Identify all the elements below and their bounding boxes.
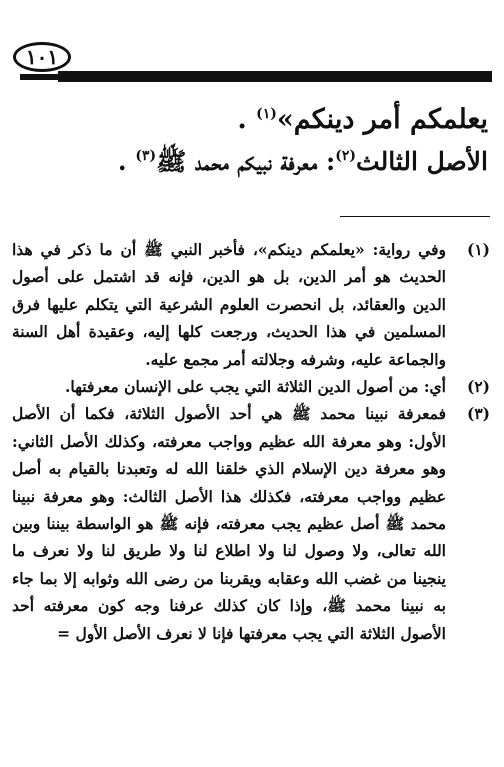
main-text bbox=[10, 96, 488, 180]
header-rule bbox=[58, 71, 492, 82]
footnote-ref-3: (٣) bbox=[135, 148, 157, 164]
footnote-number: (٢) bbox=[466, 377, 490, 397]
footnote-separator bbox=[340, 216, 490, 217]
footnote-text: فمعرفة نبينا محمد ﷺ هي أحد الأصول الثلاثة، فكما أن الأصل الأول: وهو معرفة الله عظيم وواجب معرفته، وكذلك الأصل الثاني: وهو معرفة دين الإسلام الذي خلقنا الله له وتعبدنا بالقيام به أصل عظيم وواجب معرفته، فكذلك هذا الأصل الثالث: وهو معرفة نبينا محمد ﷺ أصل عظيم يجب معرفته، فإنه ﷺ هو الواسطة بيننا وبين الله تعالى، ولا وصول لنا ولا اطلاع لنا ولا طريق لنا ولا نعرف ما ينجينا من غضب الله وعقابه ويقربنا من رضى الله وثوابه إلا بما جاء به نبينا محمد ﷺ، وإذا كان كذلك عرفنا وجه كون معرفته أحد الأصول الثلاثة التي يجب معرفتها فإنا لا نعرف الأصل الأول = bbox=[12, 404, 446, 643]
footnote-ref-2: (٢) bbox=[335, 148, 357, 164]
footnote-text: وفي رواية: «يعلمكم دينكم»، فأخبر النبي ﷺ أن ما ذكر في هذا الحديث هو أمر الدين، بل هو الدين، فإنه قد اشتمل على أصول الدين والعقائد، بل انحصرت العلوم الشرعية التي يتكلم عليها فرق المسلمين في هذا الحديث، ورجعت كلها إليه، وعقيدة أهل السنة والجماعة عليه، وشرفه وجلالته أمر مجمع عليه. bbox=[12, 240, 446, 369]
footnote-number: (٣) bbox=[466, 404, 490, 424]
footnote-text: أي: من أصول الدين الثلاثة التي يجب على الإنسان معرفتها. bbox=[65, 377, 446, 397]
footnote-number: (١) bbox=[466, 240, 490, 259]
footnote-1 bbox=[12, 236, 490, 373]
footnote-2 bbox=[12, 373, 490, 400]
main-line-2-heading: الأصل الثالث bbox=[356, 147, 488, 176]
page-number: ١٠١ bbox=[13, 42, 71, 72]
footnotes bbox=[12, 236, 490, 647]
main-line-1-end: . bbox=[237, 104, 257, 135]
main-line-2-end: . bbox=[117, 147, 136, 176]
main-line-2 bbox=[10, 138, 488, 180]
footnote-ref-1: (١) bbox=[256, 106, 277, 122]
main-line-1 bbox=[10, 96, 488, 138]
main-line-1-text: يعلمكم أمر دينكم» bbox=[276, 104, 488, 135]
main-line-2-rest: : معرفة نبيكم محمد ﷺ bbox=[156, 147, 336, 176]
footnote-3 bbox=[12, 400, 490, 647]
